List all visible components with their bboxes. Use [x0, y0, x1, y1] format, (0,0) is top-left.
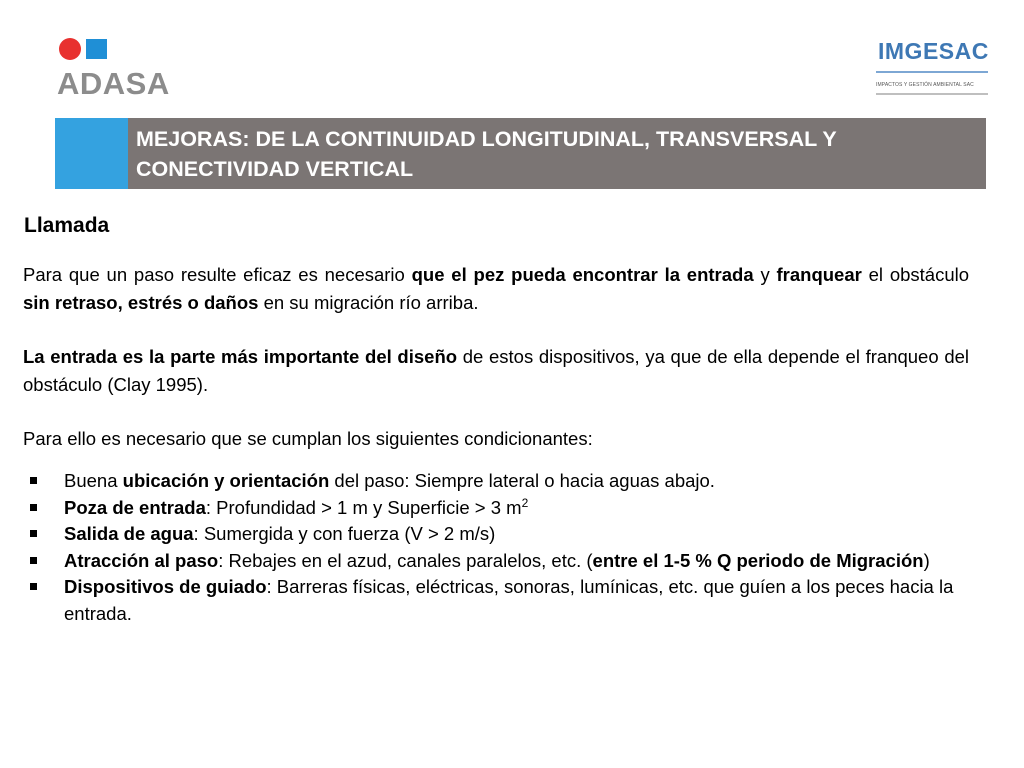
list-item	[23, 574, 975, 627]
list-item	[23, 468, 975, 495]
imgesac-logo-text: IMGESAC	[878, 38, 989, 64]
text-run: Para que un paso resulte eficaz es necesario	[23, 264, 412, 285]
text-run: )	[923, 549, 930, 571]
text-run: del paso: Siempre lateral o hacia aguas abajo.	[329, 470, 715, 491]
bullet-icon	[30, 583, 37, 590]
list-item	[23, 548, 975, 575]
red-circle-icon	[59, 38, 81, 60]
paragraph-intro	[23, 261, 969, 317]
list-item-text	[64, 576, 953, 624]
text-run: y	[753, 264, 777, 285]
list-item-text	[64, 523, 495, 544]
bold-text: que el pez pueda encontrar la entrada	[411, 264, 754, 285]
blue-square-icon	[86, 39, 107, 59]
text-run: en su migración río arriba.	[258, 292, 479, 313]
bold-text: sin retraso, estrés o daños	[23, 292, 259, 313]
bullet-icon	[30, 477, 37, 484]
list-item	[23, 495, 975, 522]
paragraph-entrance	[23, 343, 969, 399]
list-item-text	[64, 550, 930, 571]
title-bar	[55, 118, 986, 189]
text-run: : Profundidad > 1 m y Superficie > 3 m	[205, 496, 522, 518]
bold-text: La entrada es la parte más importante del diseño	[23, 346, 458, 367]
text-run: : Barreras físicas, eléctricas, sonoras, lumínicas, etc. que guíen a los peces hacia la entrada.	[64, 576, 954, 624]
text-run: Para ello es necesario que se cumplan los siguientes condicionantes:	[23, 428, 593, 449]
imgesac-logo-subtitle: IMPACTOS Y GESTIÓN AMBIENTAL SAC	[876, 82, 974, 88]
adasa-logo-text: ADASA	[57, 66, 170, 101]
title-accent-block	[55, 118, 128, 189]
text-run: : Rebajes en el azud, canales paralelos, etc. (	[218, 549, 593, 571]
bold-text: franquear	[776, 264, 862, 285]
bold-text: Atracción al paso	[64, 549, 219, 571]
list-item-text	[64, 470, 715, 491]
bold-text: entre el 1-5 % Q periodo de Migración	[592, 549, 924, 571]
imgesac-logo	[874, 36, 990, 100]
conditions-list	[23, 468, 975, 627]
bullet-icon	[30, 557, 37, 564]
bold-text: Poza de entrada	[64, 496, 206, 518]
bullet-icon	[30, 504, 37, 511]
imgesac-logo-divider	[876, 71, 988, 73]
bold-text: ubicación y orientación	[122, 470, 330, 491]
text-run: el obstáculo	[861, 264, 970, 285]
text-run: de estos dispositivos, ya que de ella depende el franqueo del obstáculo (Clay 1995).	[23, 346, 970, 395]
bold-text: Dispositivos de guiado	[64, 576, 267, 597]
imgesac-logo-underline	[876, 93, 988, 95]
text-run: Buena	[64, 470, 123, 491]
list-item	[23, 521, 975, 548]
bullet-icon	[30, 530, 37, 537]
text-run: : Sumergida y con fuerza (V > 2 m/s)	[193, 523, 496, 544]
superscript-text: 2	[521, 495, 529, 510]
slide-title: MEJORAS: DE LA CONTINUIDAD LONGITUDINAL, TRANSVERSAL Y CONECTIVIDAD VERTICAL	[136, 127, 837, 181]
section-heading: Llamada	[24, 214, 110, 237]
list-item-text	[64, 497, 528, 518]
paragraph-conditions-intro	[23, 425, 969, 453]
bold-text: Salida de agua	[64, 523, 194, 544]
adasa-logo	[57, 36, 182, 100]
